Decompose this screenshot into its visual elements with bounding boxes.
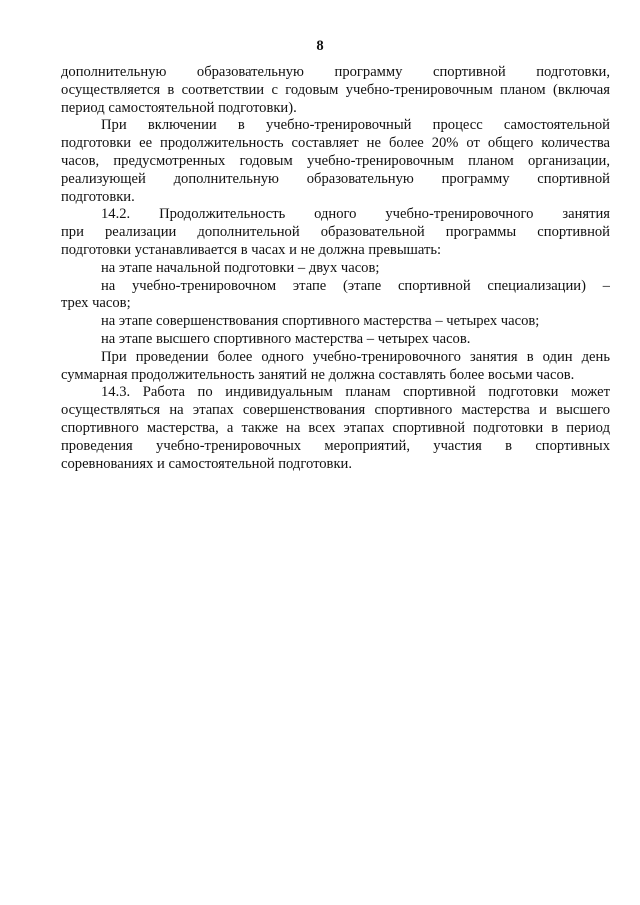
text-line: трех часов; — [61, 295, 131, 312]
text-line: подготовки. — [61, 188, 135, 205]
text-line: на учебно-тренировочном этапе (этапе спортивной специализации) – — [101, 277, 610, 294]
text-line: на этапе начальной подготовки – двух часов; — [101, 259, 380, 276]
page-number: 8 — [316, 38, 324, 54]
paragraph-p4 — [61, 260, 610, 278]
text-line: спортивного мастерства, а также на всех этапах спортивной подготовки в период — [61, 419, 610, 436]
text-line: 14.2. Продолжительность одного учебно-тренировочного занятия — [101, 206, 610, 223]
text-line: 14.3. Работа по индивидуальным планам спортивной подготовки может — [101, 384, 610, 401]
paragraph-p8 — [61, 349, 610, 385]
text-line: суммарная продолжительность занятий не должна составлять более восьми часов. — [61, 366, 575, 383]
paragraph-p2 — [61, 117, 610, 206]
text-line: осуществляться на этапах совершенствования спортивного мастерства и высшего — [61, 402, 610, 419]
text-line: на этапе высшего спортивного мастерства – четырех часов. — [101, 330, 471, 347]
text-line: период самостоятельной подготовки). — [61, 99, 297, 116]
paragraph-p9 — [61, 384, 610, 473]
text-line: При проведении более одного учебно-тренировочного занятия в один день — [101, 348, 610, 365]
paragraph-p3 — [61, 206, 610, 259]
text-line: реализующей дополнительную образовательную программу спортивной — [61, 170, 610, 187]
text-line: дополнительную образовательную программу спортивной подготовки, — [61, 64, 610, 80]
paragraph-p7 — [61, 331, 610, 349]
text-line: часов, предусмотренных годовым учебно-тренировочным планом организации, — [61, 152, 610, 169]
text-line: подготовки устанавливается в часах и не должна превышать: — [61, 241, 442, 258]
document-body — [61, 64, 610, 473]
text-line: при реализации дополнительной образовательной программы спортивной — [61, 224, 610, 241]
paragraph-p6 — [61, 313, 610, 331]
paragraph-p5 — [61, 278, 610, 314]
text-line: осуществляется в соответствии с годовым учебно-тренировочным планом (включая — [61, 81, 610, 98]
text-line: на этапе совершенствования спортивного мастерства – четырех часов; — [101, 313, 540, 330]
text-line: соревнованиях и самостоятельной подготовки. — [61, 455, 352, 472]
text-line: подготовки ее продолжительность составляет не более 20% от общего количества — [61, 135, 610, 152]
paragraph-p1 — [61, 64, 610, 117]
text-line: При включении в учебно-тренировочный процесс самостоятельной — [101, 117, 610, 134]
text-line: проведения учебно-тренировочных мероприятий, участия в спортивных — [61, 437, 610, 454]
